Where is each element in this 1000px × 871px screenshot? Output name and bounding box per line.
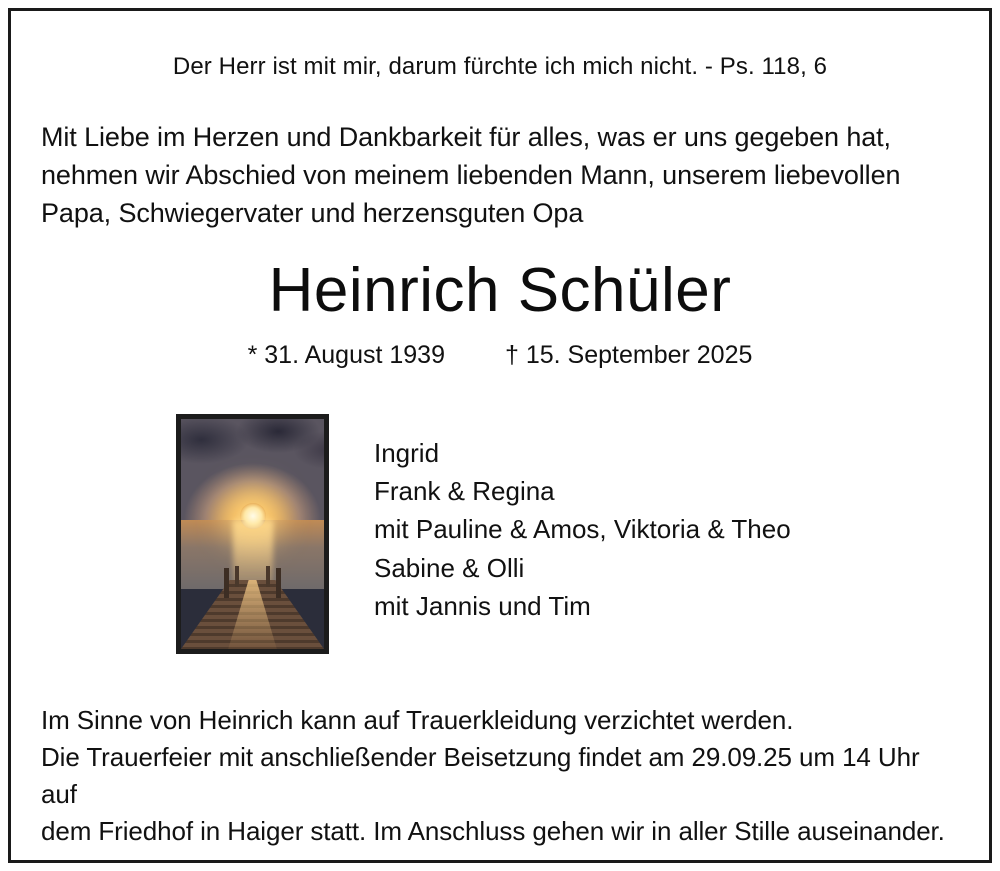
- intro-text: [41, 118, 959, 233]
- pier-post-right-far: [266, 566, 270, 587]
- deceased-name: Heinrich Schüler: [268, 255, 732, 325]
- pier-post-right: [276, 568, 281, 598]
- closing-line: Die Trauerfeier mit anschließender Beisetzung findet am 29.09.25 um 14 Uhr auf: [41, 742, 920, 810]
- pier-post-left: [224, 568, 229, 598]
- death-date: † 15. September 2025: [504, 340, 753, 369]
- pier-post-left-far: [235, 566, 239, 587]
- sunset-pier-photo: [176, 414, 329, 654]
- intro-line: Mit Liebe im Herzen und Dankbarkeit für alles, was er uns gegeben hat,: [41, 121, 891, 152]
- clouds-layer: [176, 419, 329, 488]
- closing-line: dem Friedhof in Haiger statt. Im Anschluss gehen wir in aller Stille auseinander.: [41, 816, 945, 847]
- funeral-details: [41, 702, 959, 850]
- survivor-line: Sabine & Olli: [374, 552, 525, 583]
- obituary-content: [11, 53, 989, 871]
- life-dates: [41, 341, 959, 370]
- closing-line: Im Sinne von Heinrich kann auf Trauerkleidung verzichtet werden.: [41, 705, 794, 736]
- survivor-line: Ingrid: [374, 437, 440, 468]
- survivor-line: mit Jannis und Tim: [374, 590, 591, 621]
- sun-icon: [240, 503, 266, 529]
- intro-line: Papa, Schwiegervater und herzensguten Opa: [41, 198, 584, 229]
- survivor-line: Frank & Regina: [374, 476, 555, 507]
- obituary-frame: [8, 8, 992, 863]
- intro-line: nehmen wir Abschied von meinem liebenden Mann, unserem liebevollen: [41, 160, 901, 191]
- survivor-line: mit Pauline & Amos, Viktoria & Theo: [374, 514, 791, 545]
- photo-and-survivors: [41, 414, 959, 654]
- birth-date: * 31. August 1939: [247, 340, 445, 369]
- bible-verse: Der Herr ist mit mir, darum fürchte ich mich nicht. - Ps. 118, 6: [172, 53, 828, 80]
- survivors-list: [374, 414, 791, 625]
